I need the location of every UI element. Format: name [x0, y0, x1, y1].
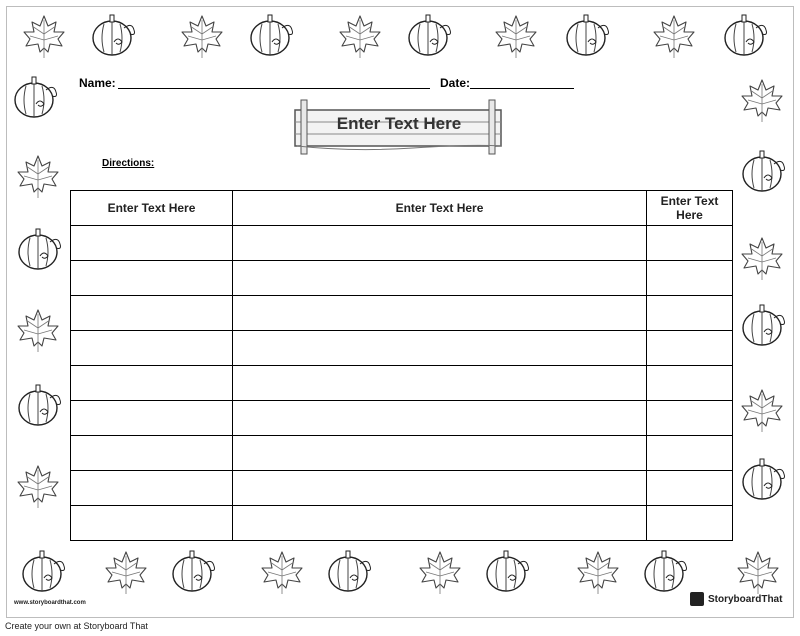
pumpkin-icon	[12, 74, 60, 120]
footer-text[interactable]: Create your own at Storyboard That	[5, 621, 148, 631]
maple-leaf-icon	[102, 548, 150, 596]
pumpkin-icon	[326, 548, 374, 594]
table-cell[interactable]	[71, 366, 233, 401]
logo-icon	[690, 592, 704, 606]
pumpkin-icon	[722, 12, 770, 58]
maple-leaf-icon	[492, 12, 540, 60]
table-row	[71, 471, 733, 506]
maple-leaf-icon	[178, 12, 226, 60]
table-cell[interactable]	[647, 226, 733, 261]
pumpkin-icon	[564, 12, 612, 58]
table-cell[interactable]	[647, 471, 733, 506]
name-line[interactable]	[118, 88, 430, 89]
pumpkin-icon	[20, 548, 68, 594]
maple-leaf-icon	[734, 548, 782, 596]
table-cell[interactable]	[233, 296, 647, 331]
maple-leaf-icon	[20, 12, 68, 60]
pumpkin-icon	[170, 548, 218, 594]
pumpkin-icon	[90, 12, 138, 58]
table-row	[71, 366, 733, 401]
pumpkin-icon	[16, 226, 64, 272]
maple-leaf-icon	[14, 152, 62, 200]
maple-leaf-icon	[650, 12, 698, 60]
maple-leaf-icon	[258, 548, 306, 596]
date-line[interactable]	[470, 88, 574, 89]
pumpkin-icon	[484, 548, 532, 594]
watermark: www.storyboardthat.com	[14, 600, 86, 606]
table-row	[71, 436, 733, 471]
maple-leaf-icon	[738, 76, 786, 124]
pumpkin-icon	[16, 382, 64, 428]
maple-leaf-icon	[336, 12, 384, 60]
table-cell[interactable]	[233, 331, 647, 366]
maple-leaf-icon	[14, 306, 62, 354]
pumpkin-icon	[740, 148, 788, 194]
table-header-row	[71, 191, 733, 226]
table-cell[interactable]	[647, 331, 733, 366]
table-cell[interactable]	[71, 436, 233, 471]
logo-text: StoryboardThat	[708, 593, 783, 605]
table-header-cell[interactable]: Enter Text Here	[233, 191, 647, 226]
table-cell[interactable]	[233, 506, 647, 541]
date-label: Date:	[440, 76, 471, 90]
table-cell[interactable]	[71, 331, 233, 366]
maple-leaf-icon	[416, 548, 464, 596]
maple-leaf-icon	[738, 234, 786, 282]
name-label: Name:	[79, 76, 116, 90]
table-row	[71, 261, 733, 296]
table-cell[interactable]	[71, 471, 233, 506]
worksheet-title[interactable]: Enter Text Here	[336, 114, 462, 133]
table-header-cell[interactable]: Enter Text Here	[71, 191, 233, 226]
table-cell[interactable]	[647, 366, 733, 401]
table-cell[interactable]	[71, 506, 233, 541]
table-cell[interactable]	[647, 261, 733, 296]
maple-leaf-icon	[574, 548, 622, 596]
storyboardthat-logo	[690, 592, 782, 606]
table-row	[71, 226, 733, 261]
table-row	[71, 401, 733, 436]
maple-leaf-icon	[14, 462, 62, 510]
table-cell[interactable]	[647, 436, 733, 471]
table-cell[interactable]	[71, 401, 233, 436]
table-cell[interactable]	[233, 401, 647, 436]
table-cell[interactable]	[233, 366, 647, 401]
table-cell[interactable]	[647, 506, 733, 541]
table-cell[interactable]	[647, 401, 733, 436]
table-cell[interactable]	[71, 261, 233, 296]
table-header-cell[interactable]: Enter Text Here	[647, 191, 733, 226]
pumpkin-icon	[406, 12, 454, 58]
worksheet-table	[70, 190, 733, 541]
pumpkin-icon	[740, 302, 788, 348]
directions-label: Directions:	[102, 158, 155, 169]
pumpkin-icon	[642, 548, 690, 594]
pumpkin-icon	[248, 12, 296, 58]
table-cell[interactable]	[233, 226, 647, 261]
table-cell[interactable]	[233, 436, 647, 471]
table-row	[71, 506, 733, 541]
pumpkin-icon	[740, 456, 788, 502]
table-cell[interactable]	[233, 261, 647, 296]
table-cell[interactable]	[233, 471, 647, 506]
table-cell[interactable]	[71, 296, 233, 331]
maple-leaf-icon	[738, 386, 786, 434]
table-cell[interactable]	[647, 296, 733, 331]
table-row	[71, 331, 733, 366]
table-row	[71, 296, 733, 331]
table-cell[interactable]	[71, 226, 233, 261]
